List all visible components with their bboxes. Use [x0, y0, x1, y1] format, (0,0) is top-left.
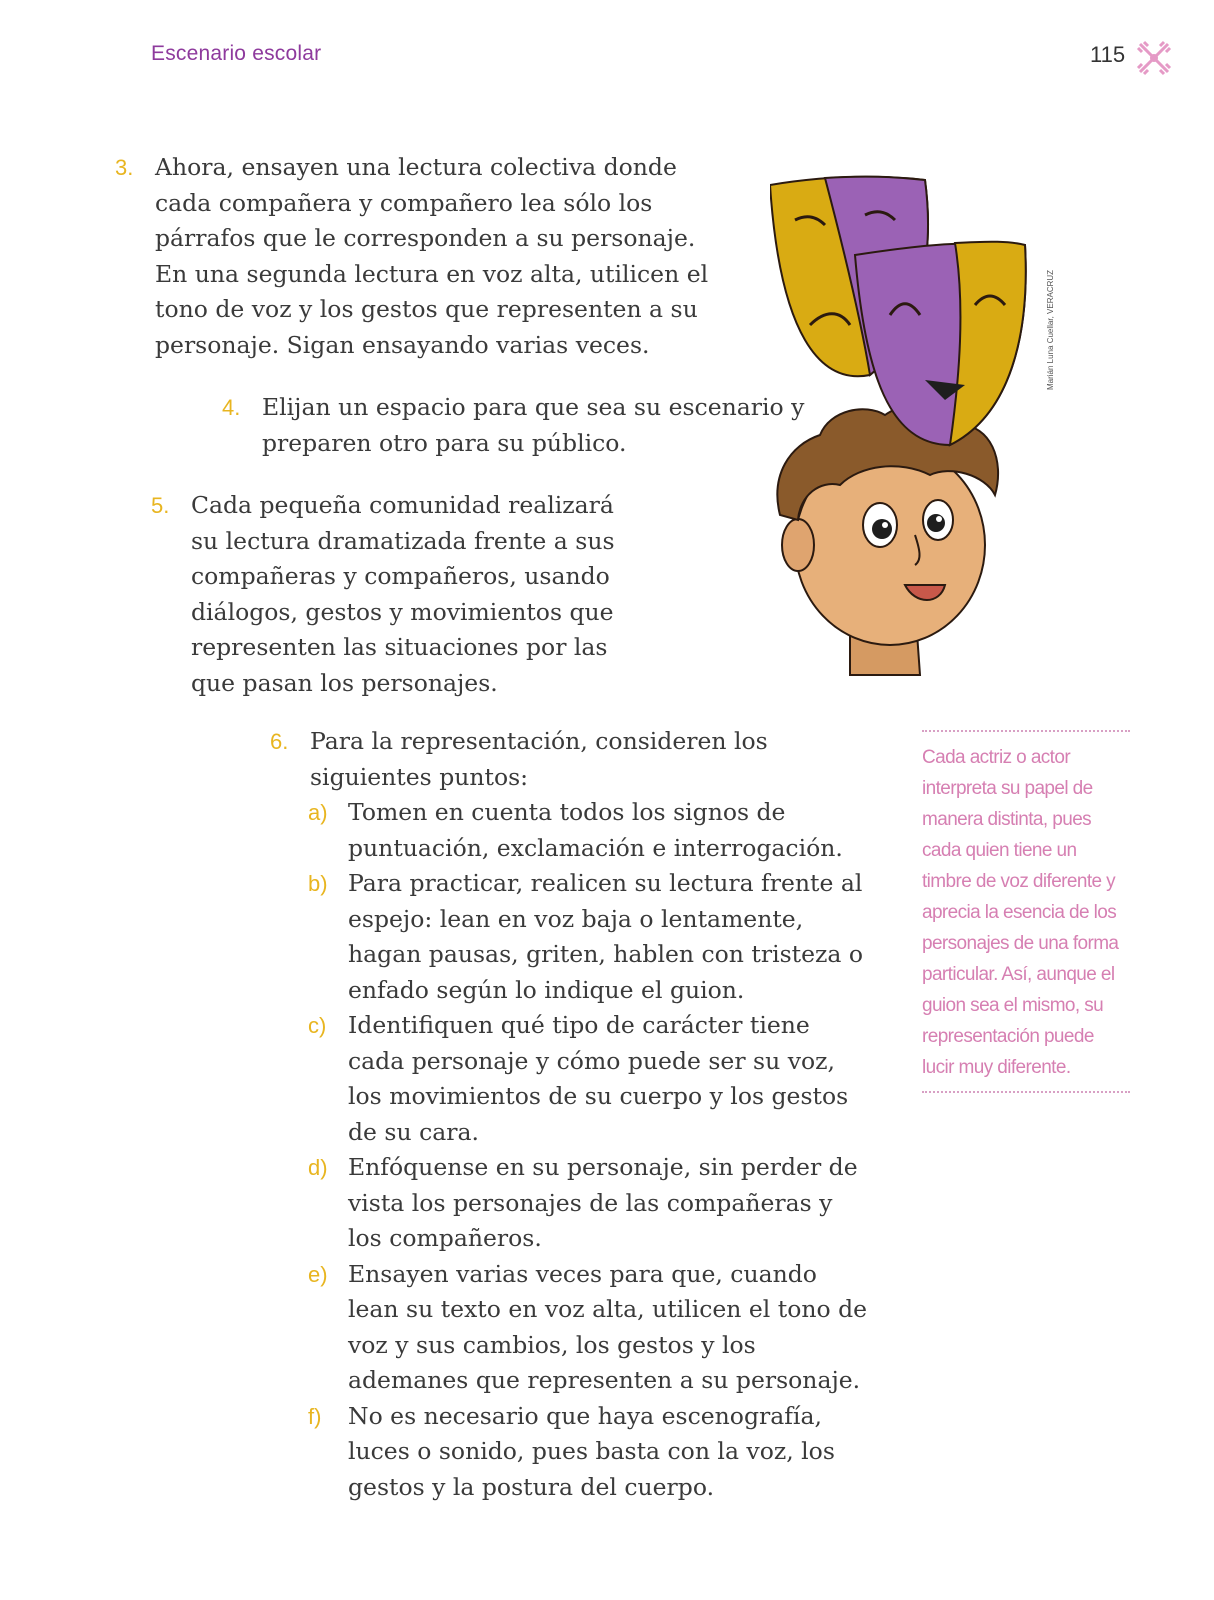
sidebar-note: [922, 730, 1130, 1093]
section-title: Escenario escolar: [151, 42, 322, 65]
item-number: 4.: [222, 395, 241, 420]
subitem-text: Tomen en cuenta todos los signos de puntuación, exclamación e interrogación.: [348, 798, 843, 862]
illustration-credit: Marián Luna Cuellar, VERACRUZ: [1046, 269, 1055, 390]
subitem-letter: b): [308, 871, 328, 896]
item-number: 3.: [115, 155, 134, 180]
list-item-4: [222, 390, 807, 461]
sidebar-text: Cada actriz o actor interpreta su papel de manera distinta, pues cada quien tiene un timbre de voz diferente y aprecia la esencia de los personajes de una forma particular. Así, aunque el guion sea el mismo, su representación puede lucir muy diferente.: [922, 747, 1119, 1078]
subitem-letter: f): [308, 1403, 322, 1429]
list-item-3: [115, 150, 715, 363]
item-text: Para la representación, consideren los siguientes puntos:: [310, 727, 768, 791]
page-number: 115: [1090, 42, 1126, 67]
list-item-6: [270, 724, 870, 1505]
subitem-text: Para practicar, realicen su lectura frente al espejo: lean en voz baja o lentamente, hagan pausas, griten, hablen con tristeza o enfado según lo indique el guion.: [348, 869, 864, 1004]
item-number: 6.: [270, 729, 289, 754]
subitem-text: Identifiquen qué tipo de carácter tiene cada personaje y cómo puede ser su voz, los movimientos de su cuerpo y los gestos de su cara.: [348, 1011, 849, 1146]
subitem-letter: a): [308, 800, 328, 825]
decorative-star-icon: [1134, 38, 1174, 78]
item-number: 5.: [151, 493, 170, 518]
subitem-text: No es necesario que haya escenografía, luces o sonido, pues basta con la voz, los gestos y la postura del cuerpo.: [348, 1401, 835, 1501]
list-item-5: [151, 488, 646, 701]
subitem-letter: d): [308, 1155, 328, 1180]
subitem-b: [308, 866, 870, 1008]
subitem-e: [308, 1257, 870, 1399]
subitem-f: [308, 1399, 870, 1506]
subitem-d: [308, 1150, 870, 1257]
subitem-text: Enfóquense en su personaje, sin perder de vista los personajes de las compañeras y los compañeros.: [348, 1153, 858, 1252]
subitem-letter: c): [308, 1013, 327, 1038]
item-text: Cada pequeña comunidad realizará su lectura dramatizada frente a sus compañeras y compañeros, usando diálogos, gestos y movimientos que representen las situaciones por las que pasan los personajes.: [191, 491, 615, 697]
subitem-text: Ensayen varias veces para que, cuando lean su texto en voz alta, utilicen el tono de voz y sus cambios, los gestos y los ademanes que representen a su personaje.: [348, 1259, 868, 1394]
item-text: Ahora, ensayen una lectura colectiva donde cada compañera y compañero lea sólo los párrafos que le corresponden a su personaje. En una segunda lectura en voz alta, utilicen el tono de voz y los gestos que representen a su personaje. Sigan ensayando varias veces.: [155, 153, 709, 359]
subitem-c: [308, 1008, 870, 1150]
subitem-a: [308, 795, 870, 866]
theater-masks-child-illustration: [770, 175, 1045, 695]
item-text: Elijan un espacio para que sea su escenario y preparen otro para su público.: [262, 393, 805, 457]
subitem-letter: e): [308, 1261, 328, 1287]
